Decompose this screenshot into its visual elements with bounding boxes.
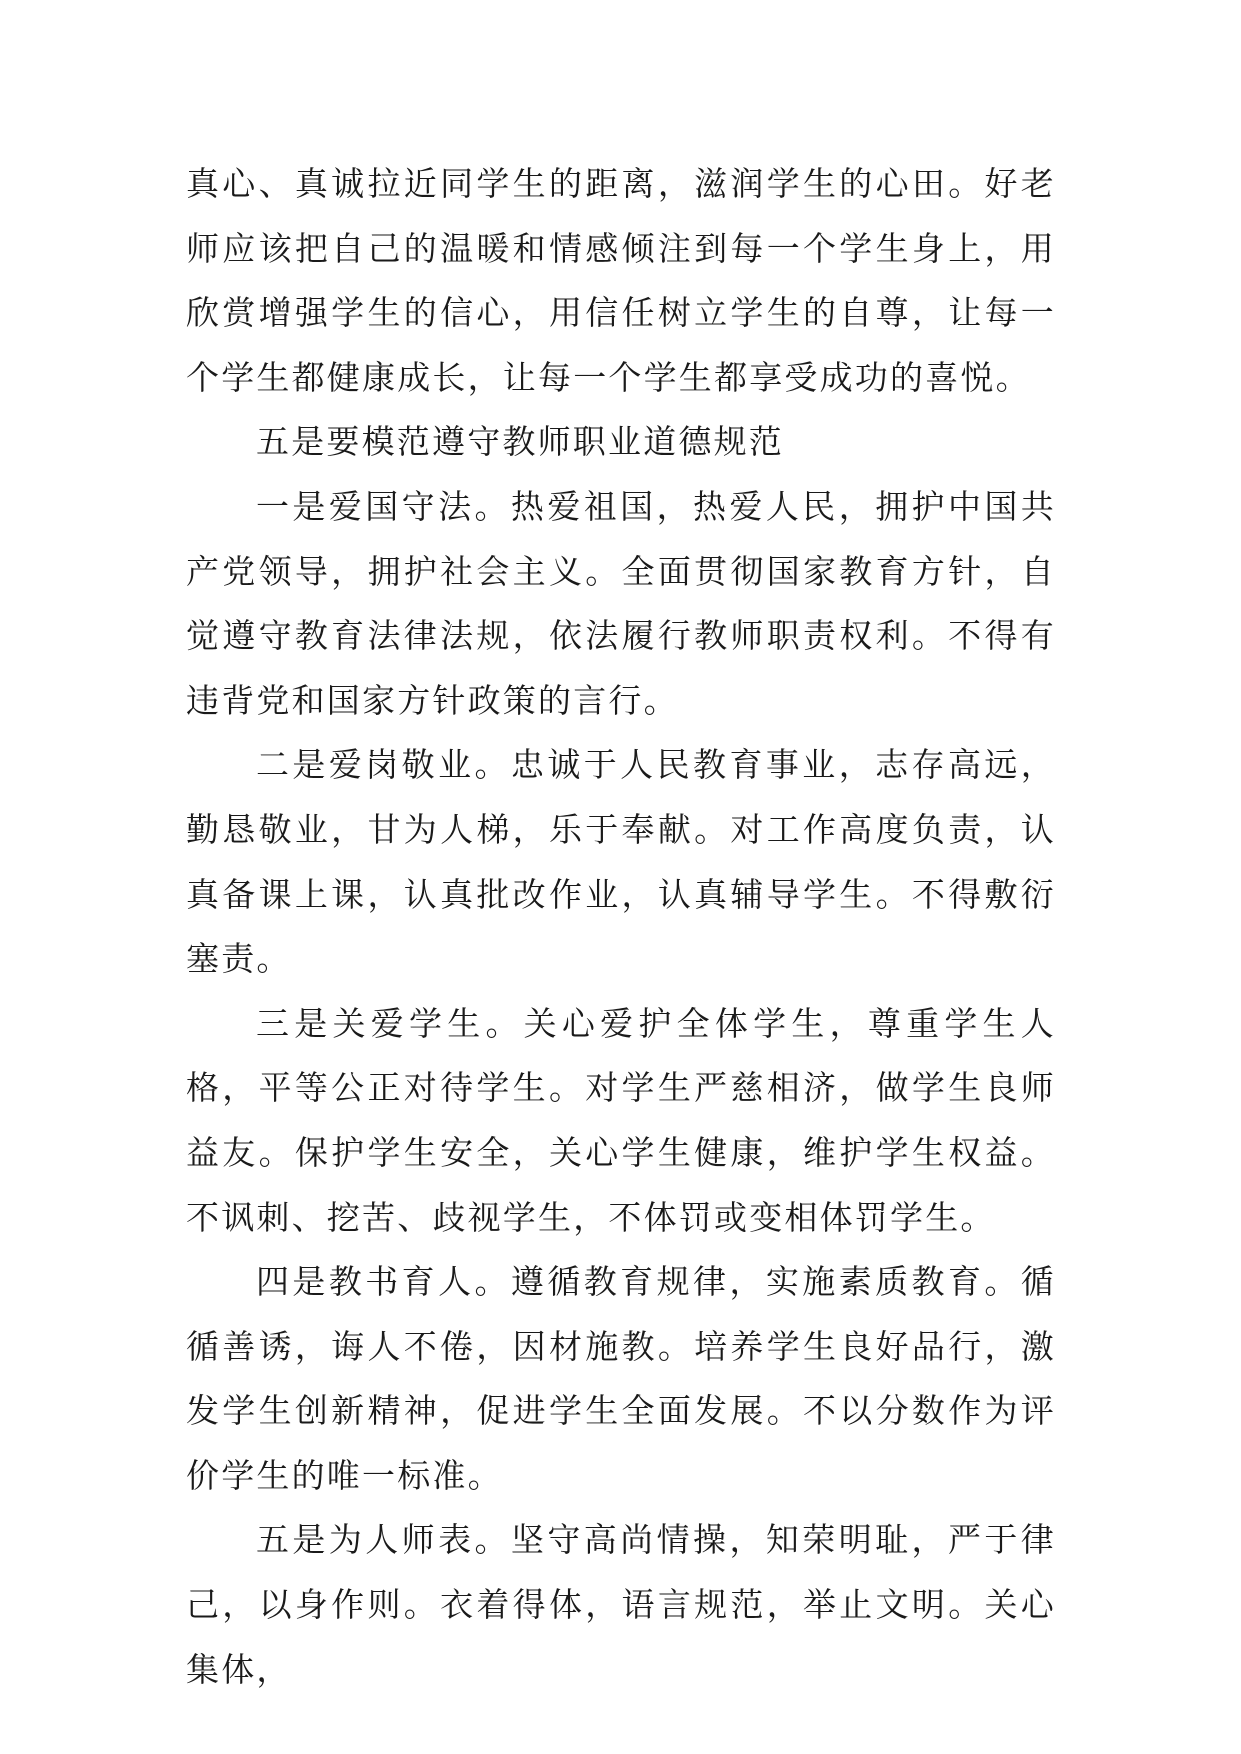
paragraph-dedication: 二是爱岗敬业。忠诚于人民教育事业，志存高远，勤恳敬业，甘为人梯，乐于奉献。对工作高度负责，认真备课上课，认真批改作业，认真辅导学生。不得敷衍塞责。 <box>186 745 1056 979</box>
paragraph-teaching: 四是教书育人。遵循教育规律，实施素质教育。循循善诱，诲人不倦，因材施教。培养学生良好品行，激发学生创新精神，促进学生全面发展。不以分数作为评价学生的唯一标准。 <box>186 1262 1056 1495</box>
paragraph-patriotism: 一是爱国守法。热爱祖国，热爱人民，拥护中国共产党领导，拥护社会主义。全面贯彻国家教育方针，自觉遵守教育法律法规，依法履行教师职责权利。不得有违背党和国家方针政策的言行。 <box>186 486 1056 720</box>
paragraph-caring: 三是关爱学生。关心爱护全体学生，尊重学生人格，平等公正对待学生。对学生严慈相济，做学生良师益友。保护学生安全，关心学生健康，维护学生权益。不讽刺、挖苦、歧视学生，不体罚或变相体罚学生。 <box>186 1003 1056 1237</box>
paragraph-role-model: 五是为人师表。坚守高尚情操，知荣明耻，严于律己，以身作则。衣着得体，语言规范，举止文明。关心集体， <box>186 1520 1056 1689</box>
paragraph-intro: 真心、真诚拉近同学生的距离，滋润学生的心田。好老师应该把自己的温暖和情感倾注到每一个学生身上，用欣赏增强学生的信心，用信任树立学生的自尊，让每一个学生都健康成长，让每一个学生都享受成功的喜悦。 <box>186 164 1056 397</box>
section-heading: 五是要模范遵守教师职业道德规范 <box>256 422 784 462</box>
document-body <box>186 152 1056 1702</box>
